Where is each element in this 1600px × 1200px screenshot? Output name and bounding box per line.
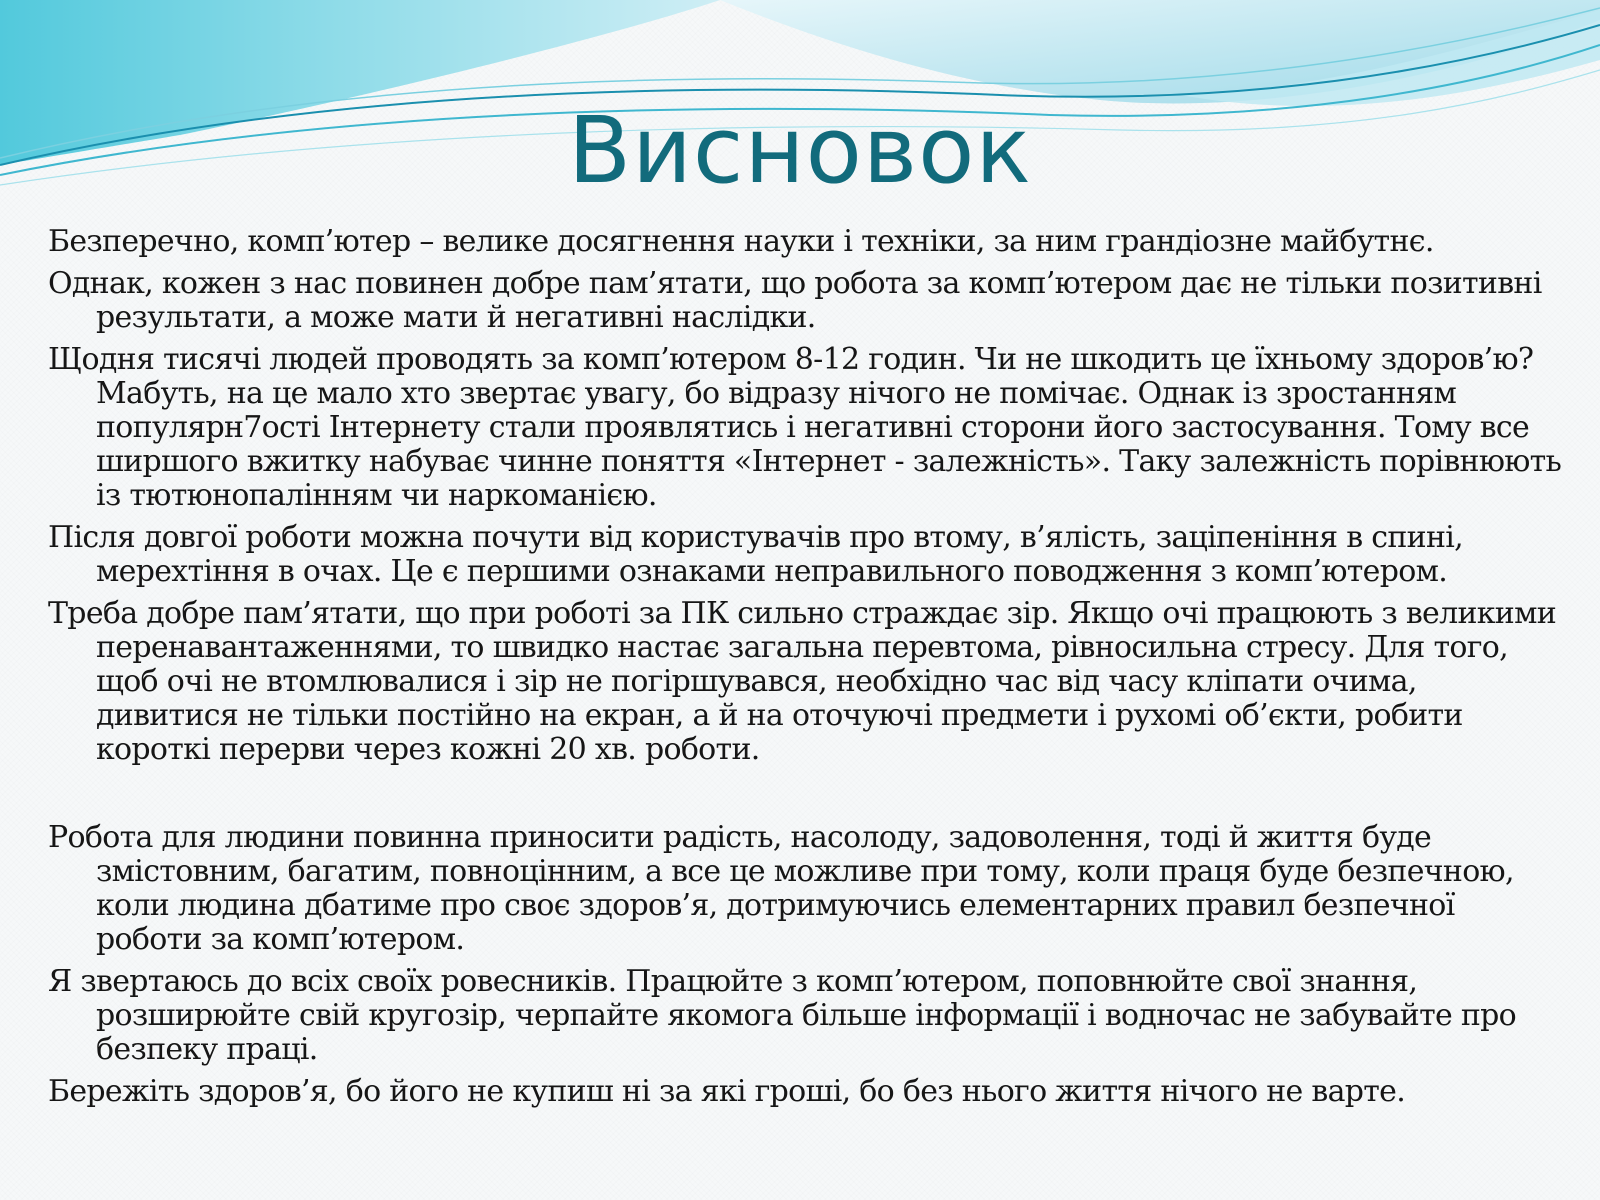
paragraph-spacer xyxy=(48,775,1563,821)
slide-title: Висновок xyxy=(567,97,1032,204)
paragraph-4: Після довгої роботи можна почути від користувачів про втому, в’ялість, заціпеніння в спині, мерехтіння в очах. Це є першими ознаками неправильного поводження з комп’ютером. xyxy=(48,520,1463,589)
paragraph-8: Бережіть здоров’я, бо його не купиш ні за які гроші, бо без нього життя нічого не варте. xyxy=(48,1074,1406,1109)
paragraph-5: Треба добре пам’ятати, що при роботі за ПК сильно страждає зір. Якщо очі працюють з великими перенавантаженнями, то швидко настає загальна перевтома, рівносильна стресу. Для того, щоб очі не втомлювалися і зір не погіршувався, необхідно час від часу кліпати очима, дивитися не тільки постійно на екран, а й на оточуючі предмети і рухомі об’єкти, робити короткі перерви через кожні 20 хв. роботи. xyxy=(48,596,1557,767)
slide-body xyxy=(48,225,1563,1117)
paragraph-1: Безперечно, комп’ютер – велике досягнення науки і техніки, за ним грандіозне майбутнє. xyxy=(48,224,1434,259)
paragraph-7: Я звертаюсь до всіх своїх ровесників. Працюйте з комп’ютером, поповнюйте свої знання, розширюйте свій кругозір, черпайте якомога більше інформації і водночас не забувайте про безпеку праці. xyxy=(48,964,1517,1067)
paragraph-3: Щодня тисячі людей проводять за комп’ютером 8-12 годин. Чи не шкодить це їхньому здоров’ю? Мабуть, на це мало хто звертає увагу, бо відразу нічого не помічає. Однак із зростанням популярн7ості Інтернету стали проявлятись і негативні сторони його застосування. Тому все ширшого вжитку набуває чинне поняття «Інтернет - залежність». Таку залежність порівнюють із тютюнопалінням чи наркоманією. xyxy=(48,342,1562,513)
paragraph-2: Однак, кожен з нас повинен добре пам’ятати, що робота за комп’ютером дає не тільки позитивні результати, а може мати й негативні наслідки. xyxy=(48,266,1542,335)
paragraph-6: Робота для людини повинна приносити радість, насолоду, задоволення, тоді й життя буде змістовним, багатим, повноцінним, а все це можливе при тому, коли праця буде безпечною, коли людина дбатиме про своє здоров’я, дотримуючись елементарних правил безпечної роботи за комп’ютером. xyxy=(48,820,1514,957)
